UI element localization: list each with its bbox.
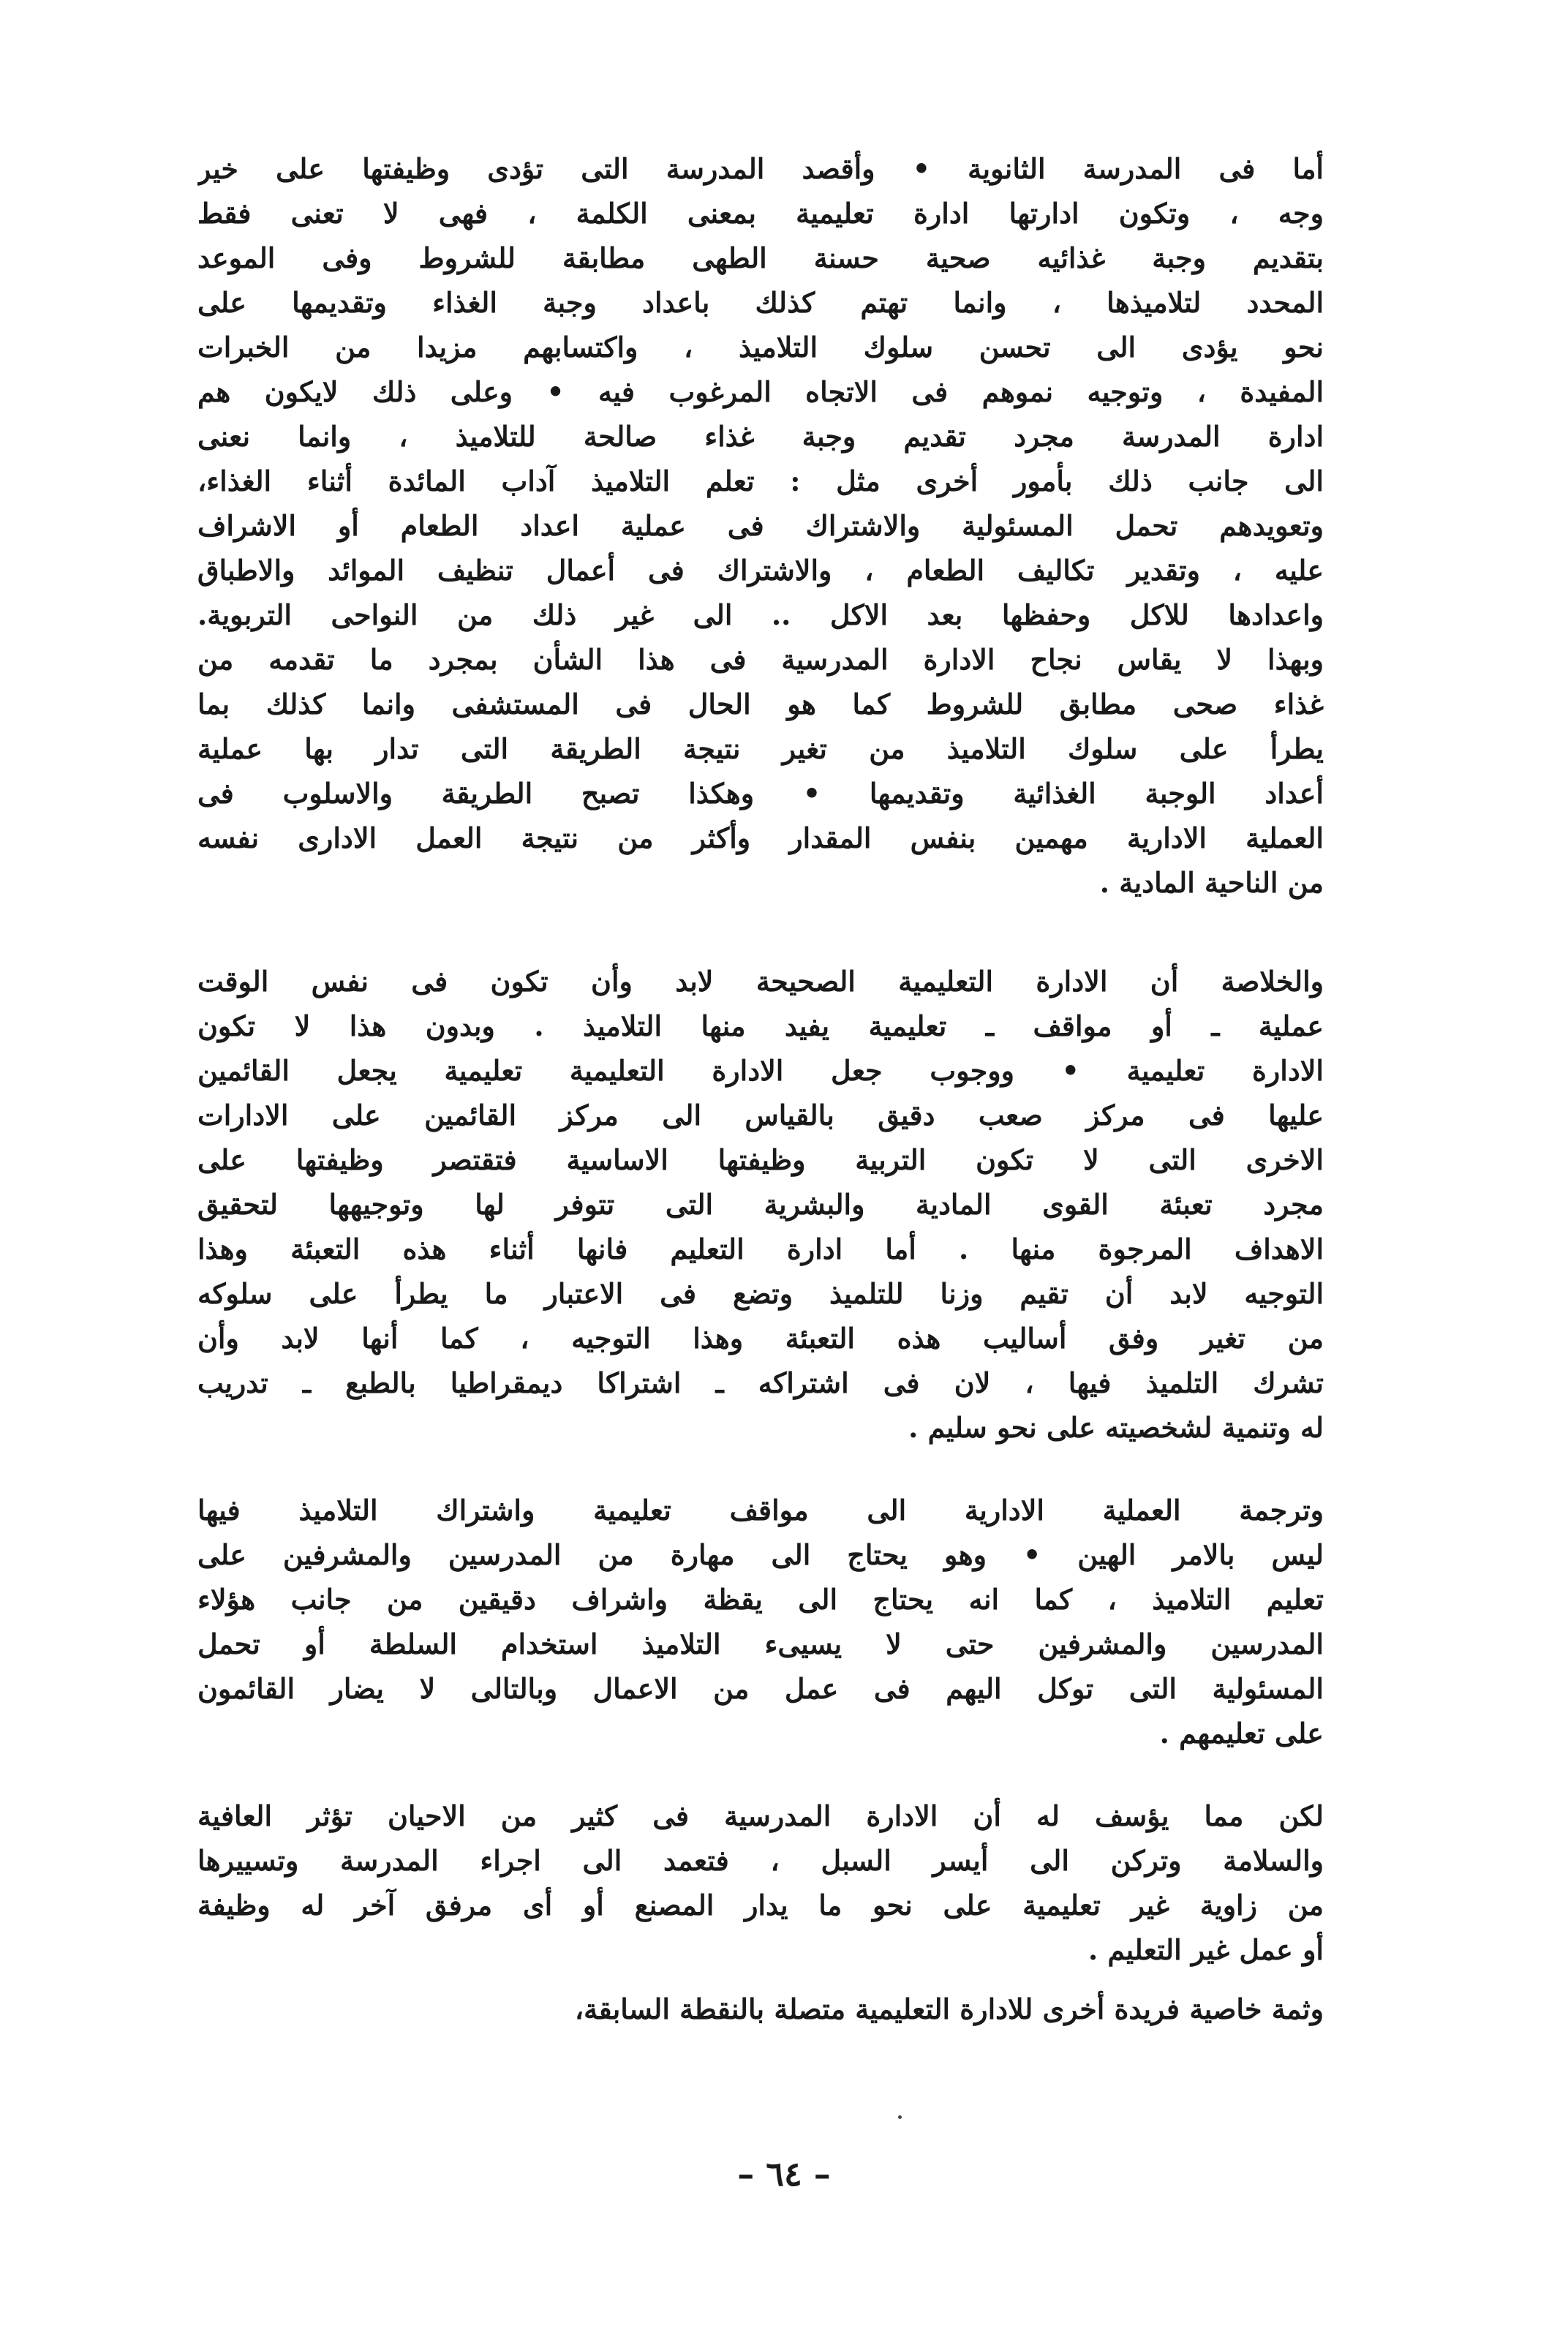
paragraph-spacer xyxy=(197,905,1324,959)
text-line: له وتنمية لشخصيته على نحو سليم . xyxy=(908,1411,1324,1444)
text-line: عليه ، وتقدير تكاليف الطعام ، والاشتراك فى أعمال تنظيف الموائد والاطباق xyxy=(197,554,1324,587)
text-line: من تغير وفق أساليب هذه التعبئة وهذا التوجيه ، كما أنها لابد وأن xyxy=(197,1322,1324,1355)
paragraph-spacer xyxy=(197,1755,1324,1793)
paragraph-translation xyxy=(197,1488,1324,1755)
text-line: التوجيه لابد أن تقيم وزنا للتلميذ وتضع فى الاعتبار ما يطرأ على سلوكه xyxy=(197,1277,1324,1310)
text-line: ليس بالامر الهين • وهو يحتاج الى مهارة من المدرسين والمشرفين على xyxy=(197,1538,1324,1571)
text-line: تعليم التلاميذ ، كما انه يحتاج الى يقظة واشراف دقيقين من جانب هؤلاء xyxy=(197,1583,1324,1616)
paragraph-spacer xyxy=(197,1450,1324,1488)
text-line: المدرسين والمشرفين حتى لا يسيىء التلاميذ استخدام السلطة أو تحمل xyxy=(197,1627,1324,1660)
text-line: المسئولية التى توكل اليهم فى عمل من الاعمال وبالتالى لا يضار القائمون xyxy=(197,1672,1324,1705)
text-line: عملية ـ أو مواقف ـ تعليمية يفيد منها التلاميذ . وبدون هذا لا تكون xyxy=(197,1009,1324,1042)
page-number: – ٦٤ – xyxy=(737,2154,831,2194)
text-line: وبهذا لا يقاس نجاح الادارة المدرسية فى هذا الشأن بمجرد ما تقدمه من xyxy=(197,643,1324,676)
text-line: والخلاصة أن الادارة التعليمية الصحيحة لابد وأن تكون فى نفس الوقت xyxy=(197,965,1324,998)
text-line: لكن مما يؤسف له أن الادارة المدرسية فى كثير من الاحيان تؤثر العافية xyxy=(197,1799,1324,1832)
text-line: الادارة تعليمية • ووجوب جعل الادارة التعليمية تعليمية يجعل القائمين xyxy=(197,1054,1324,1087)
text-line: يطرأ على سلوك التلاميذ من تغير نتيجة الطريقة التى تدار بها عملية xyxy=(197,732,1324,765)
paragraph-unique-trait xyxy=(197,1987,1324,2031)
text-line: عليها فى مركز صعب دقيق بالقياس الى مركز القائمين على الادارات xyxy=(197,1099,1324,1132)
text-line: أما فى المدرسة الثانوية • وأقصد المدرسة التى تؤدى وظيفتها على خير xyxy=(197,152,1324,185)
text-line: أو عمل غير التعليم . xyxy=(1088,1933,1324,1966)
text-line: الاهداف المرجوة منها . أما ادارة التعليم فانها أثناء هذه التعبئة وهذا xyxy=(197,1232,1324,1265)
text-line: مجرد تعبئة القوى المادية والبشرية التى تتوفر لها وتوجيهها لتحقيق xyxy=(197,1188,1324,1221)
text-line: العملية الادارية مهمين بنفس المقدار وأكثر من نتيجة العمل الادارى نفسه xyxy=(197,821,1324,854)
text-line: تشرك التلميذ فيها ، لان فى اشتراكه ـ اشتراكا ديمقراطيا بالطبع ـ تدريب xyxy=(197,1366,1324,1399)
paragraph-school-meals xyxy=(197,146,1324,905)
text-line: وجه ، وتكون ادارتها ادارة تعليمية بمعنى الكلمة ، فهى لا تعنى فقط xyxy=(197,197,1324,230)
text-line: المحدد لتلاميذها ، وانما تهتم كذلك باعداد وجبة الغذاء وتقديمها على xyxy=(197,286,1324,319)
text-line: على تعليمهم . xyxy=(1159,1717,1324,1750)
text-line: وترجمة العملية الادارية الى مواقف تعليمية واشتراك التلاميذ فيها xyxy=(197,1494,1324,1527)
text-line: أعداد الوجبة الغذائية وتقديمها • وهكذا تصبح الطريقة والاسلوب فى xyxy=(197,777,1324,810)
text-line: وثمة خاصية فريدة أخرى للادارة التعليمية متصلة بالنقطة السابقة، xyxy=(574,1992,1324,2025)
text-line: واعدادها للاكل وحفظها بعد الاكل .. الى غير ذلك من النواحى التربوية. xyxy=(197,598,1324,631)
paragraph-spacer xyxy=(197,1972,1324,1987)
text-line: نحو يؤدى الى تحسن سلوك التلاميذ ، واكتسابهم مزيدا من الخبرات xyxy=(197,331,1324,364)
text-line: من زاوية غير تعليمية على نحو ما يدار المصنع أو أى مرفق آخر له وظيفة xyxy=(197,1889,1324,1921)
scan-speck xyxy=(898,2115,902,2119)
text-line: وتعويدهم تحمل المسئولية والاشتراك فى عملية اعداد الطعام أو الاشراف xyxy=(197,509,1324,542)
body-text xyxy=(197,146,1324,2031)
text-line: من الناحية المادية . xyxy=(1099,866,1324,899)
paragraph-regret xyxy=(197,1793,1324,1972)
text-line: غذاء صحى مطابق للشروط كما هو الحال فى المستشفى وانما كذلك بما xyxy=(197,688,1324,720)
text-line: الى جانب ذلك بأمور أخرى مثل : تعلم التلاميذ آداب المائدة أثناء الغذاء، xyxy=(197,464,1324,497)
text-line: والسلامة وتركن الى أيسر السبل ، فتعمد الى اجراء المدرسة وتسييرها xyxy=(197,1844,1324,1877)
text-line: بتقديم وجبة غذائيه صحية حسنة الطهى مطابقة للشروط وفى الموعد xyxy=(197,241,1324,274)
text-line: المفيدة ، وتوجيه نموهم فى الاتجاه المرغوب فيه • وعلى ذلك لايكون هم xyxy=(197,375,1324,408)
text-line: الاخرى التى لا تكون التربية وظيفتها الاساسية فتقتصر وظيفتها على xyxy=(197,1143,1324,1176)
paragraph-summary xyxy=(197,959,1324,1450)
text-line: ادارة المدرسة مجرد تقديم وجبة غذاء صالحة للتلاميذ ، وانما نعنى xyxy=(197,420,1324,453)
